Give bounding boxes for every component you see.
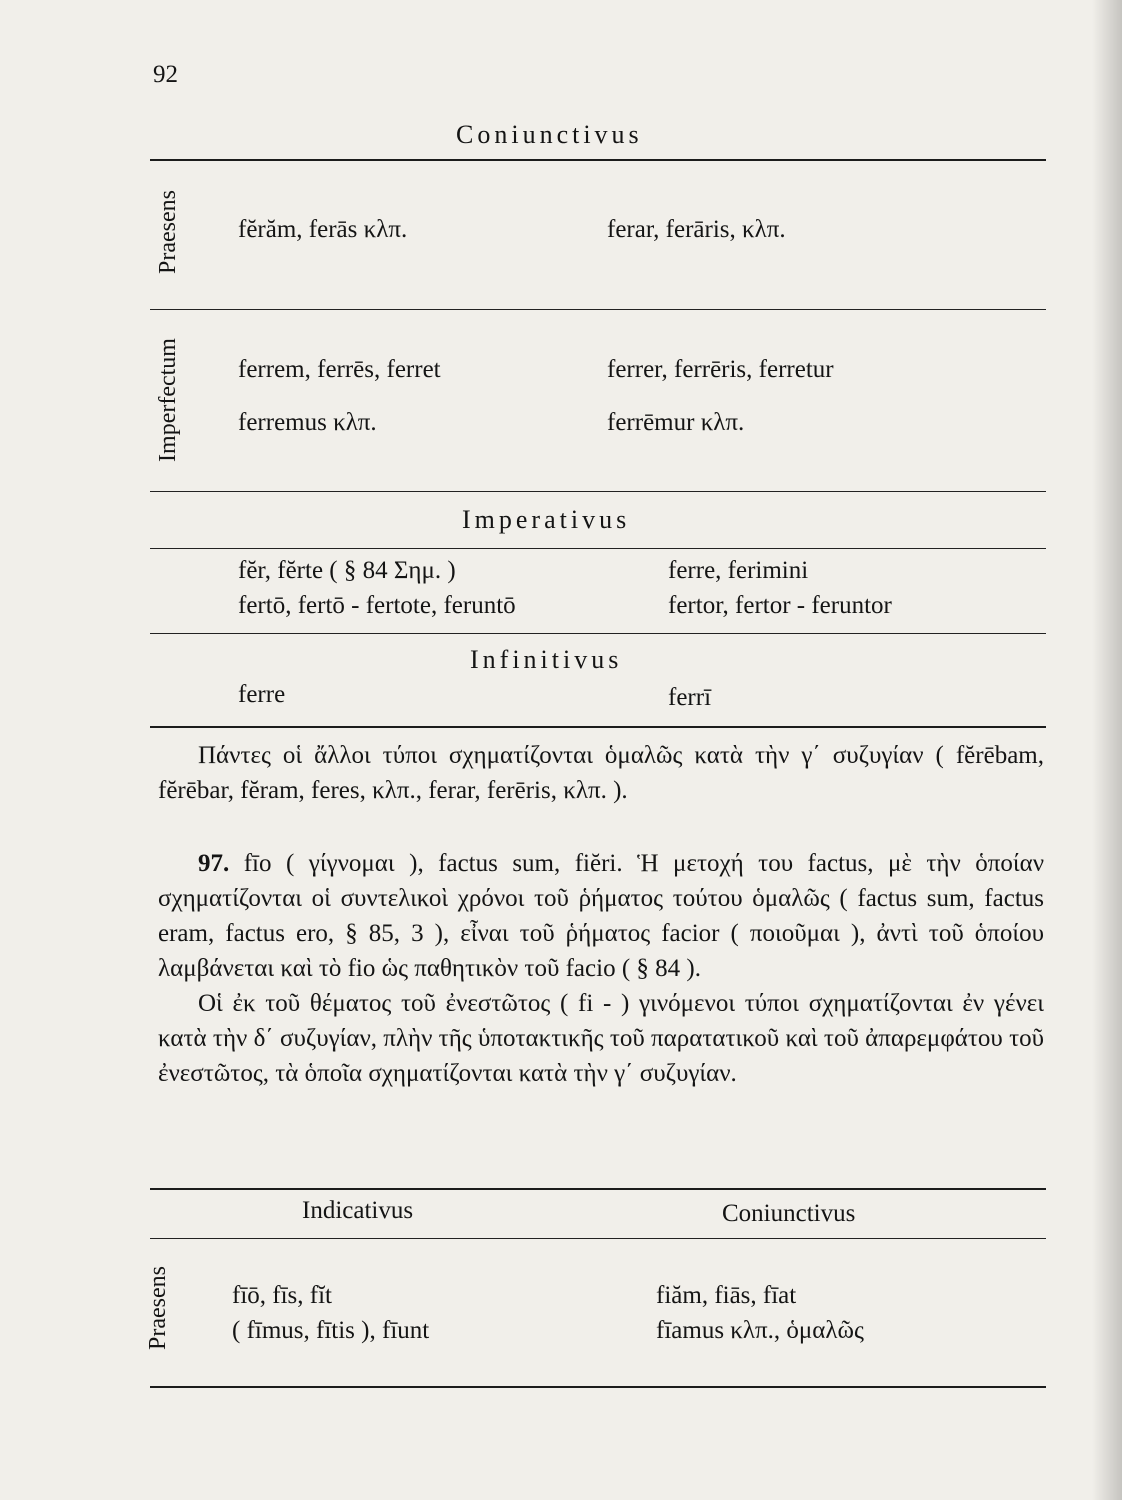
coniunctivus-imperfectum-passive-1: ferrer, ferrēris, ferretur bbox=[607, 356, 834, 383]
note-paragraph: Πάντες οἱ ἄλλοι τύποι σχηματίζονται ὁμαλῶς κατὰ τὴν γ΄ συζυγίαν ( fĕrēbam, fĕrēbar, fĕram, feres, κλπ., ferar, ferēris, κλπ. ). bbox=[158, 742, 1044, 804]
note-paragraph-block bbox=[158, 738, 1044, 808]
section-97-text-2: Οἱ ἐκ τοῦ θέματος τοῦ ἐνεστῶτος ( fi - ) γινόμενοι τύποι σχηματίζονται ἐν γένει κατὰ τὴν δ΄ συζυγίαν, πλὴν τῆς ὑποτακτικῆς τοῦ παρατατικοῦ καὶ τοῦ ἀπαρεμφάτου τοῦ ἐνεστῶτος, τὰ ὁποῖα σχηματίζονται κατὰ τὴν γ΄ συζυγίαν. bbox=[158, 990, 1044, 1087]
section-97-text: fīo ( γίγνομαι ), factus sum, fiĕri. Ἡ μετοχή του factus, μὲ τὴν ὁποίαν σχηματίζονται οἱ συντελικοὶ χρόνοι τοῦ ῥήματος τούτου ὁμαλῶς ( factus sum, factus eram, factus ero, § 85, 3 ), εἶναι τοῦ ῥήματος facior ( ποιοῦμαι ), ἀντὶ τοῦ ὁποίου λαμβάνεται καὶ τὸ fio ὡς παθητικὸν τοῦ facio ( § 84 ). bbox=[158, 850, 1045, 982]
fio-coniunctivus-1: fiăm, fiās, fīat bbox=[656, 1282, 797, 1309]
rule-imperfectum-bottom bbox=[150, 491, 1046, 492]
imperativus-heading: Imperativus bbox=[462, 505, 631, 534]
imperativus-passive-2: fertor, fertor - feruntor bbox=[668, 592, 892, 619]
rule-praesens-bottom bbox=[150, 309, 1046, 310]
page-number: 92 bbox=[153, 61, 178, 88]
section-97 bbox=[158, 846, 1044, 1091]
imperfectum-label: Imperfectum bbox=[155, 338, 181, 462]
coniunctivus-imperfectum-passive-2: ferrēmur κλπ. bbox=[607, 409, 745, 436]
fio-indicativus-2: ( fīmus, fītis ), fīunt bbox=[232, 1317, 430, 1344]
section-97-number: 97. bbox=[198, 850, 230, 877]
rule-imperativus-bottom bbox=[150, 633, 1046, 634]
coniunctivus-imperfectum-active-1: ferrem, ferrēs, ferret bbox=[238, 356, 441, 383]
rule-top bbox=[150, 159, 1046, 161]
rule-fio-bottom bbox=[150, 1386, 1046, 1388]
coniunctivus-imperfectum-active-2: ferremus κλπ. bbox=[238, 409, 377, 436]
rule-fio-header bbox=[150, 1238, 1046, 1239]
praesens-label: Praesens bbox=[155, 190, 181, 274]
fio-praesens-label: Praesens bbox=[145, 1266, 171, 1350]
coniunctivus-praesens-passive: ferar, ferāris, κλπ. bbox=[607, 216, 786, 243]
imperativus-passive-1: ferre, ferimini bbox=[668, 557, 809, 584]
rule-imperativus bbox=[150, 548, 1046, 549]
infinitivus-passive: ferrī bbox=[668, 684, 712, 711]
fio-coniunctivus-2: fīamus κλπ., ὁμαλῶς bbox=[656, 1317, 864, 1344]
coniunctivus-praesens-active: fĕrăm, ferās κλπ. bbox=[238, 216, 408, 243]
fio-indicativus-1: fīō, fīs, fĭt bbox=[232, 1282, 332, 1309]
imperativus-active-1: fĕr, fĕrte ( § 84 Σημ. ) bbox=[238, 557, 456, 584]
fio-col-coniunctivus: Coniunctivus bbox=[722, 1200, 856, 1227]
infinitivus-heading: Infinitivus bbox=[470, 645, 623, 674]
infinitivus-active: ferre bbox=[238, 681, 286, 708]
page-edge-shadow bbox=[1092, 0, 1122, 1500]
rule-fio-top bbox=[150, 1188, 1046, 1190]
imperativus-active-2: fertō, fertō - fertote, feruntō bbox=[238, 592, 516, 619]
coniunctivus-heading: Coniunctivus bbox=[456, 120, 643, 149]
rule-table-bottom bbox=[150, 726, 1046, 728]
fio-col-indicativus: Indicativus bbox=[302, 1197, 414, 1224]
